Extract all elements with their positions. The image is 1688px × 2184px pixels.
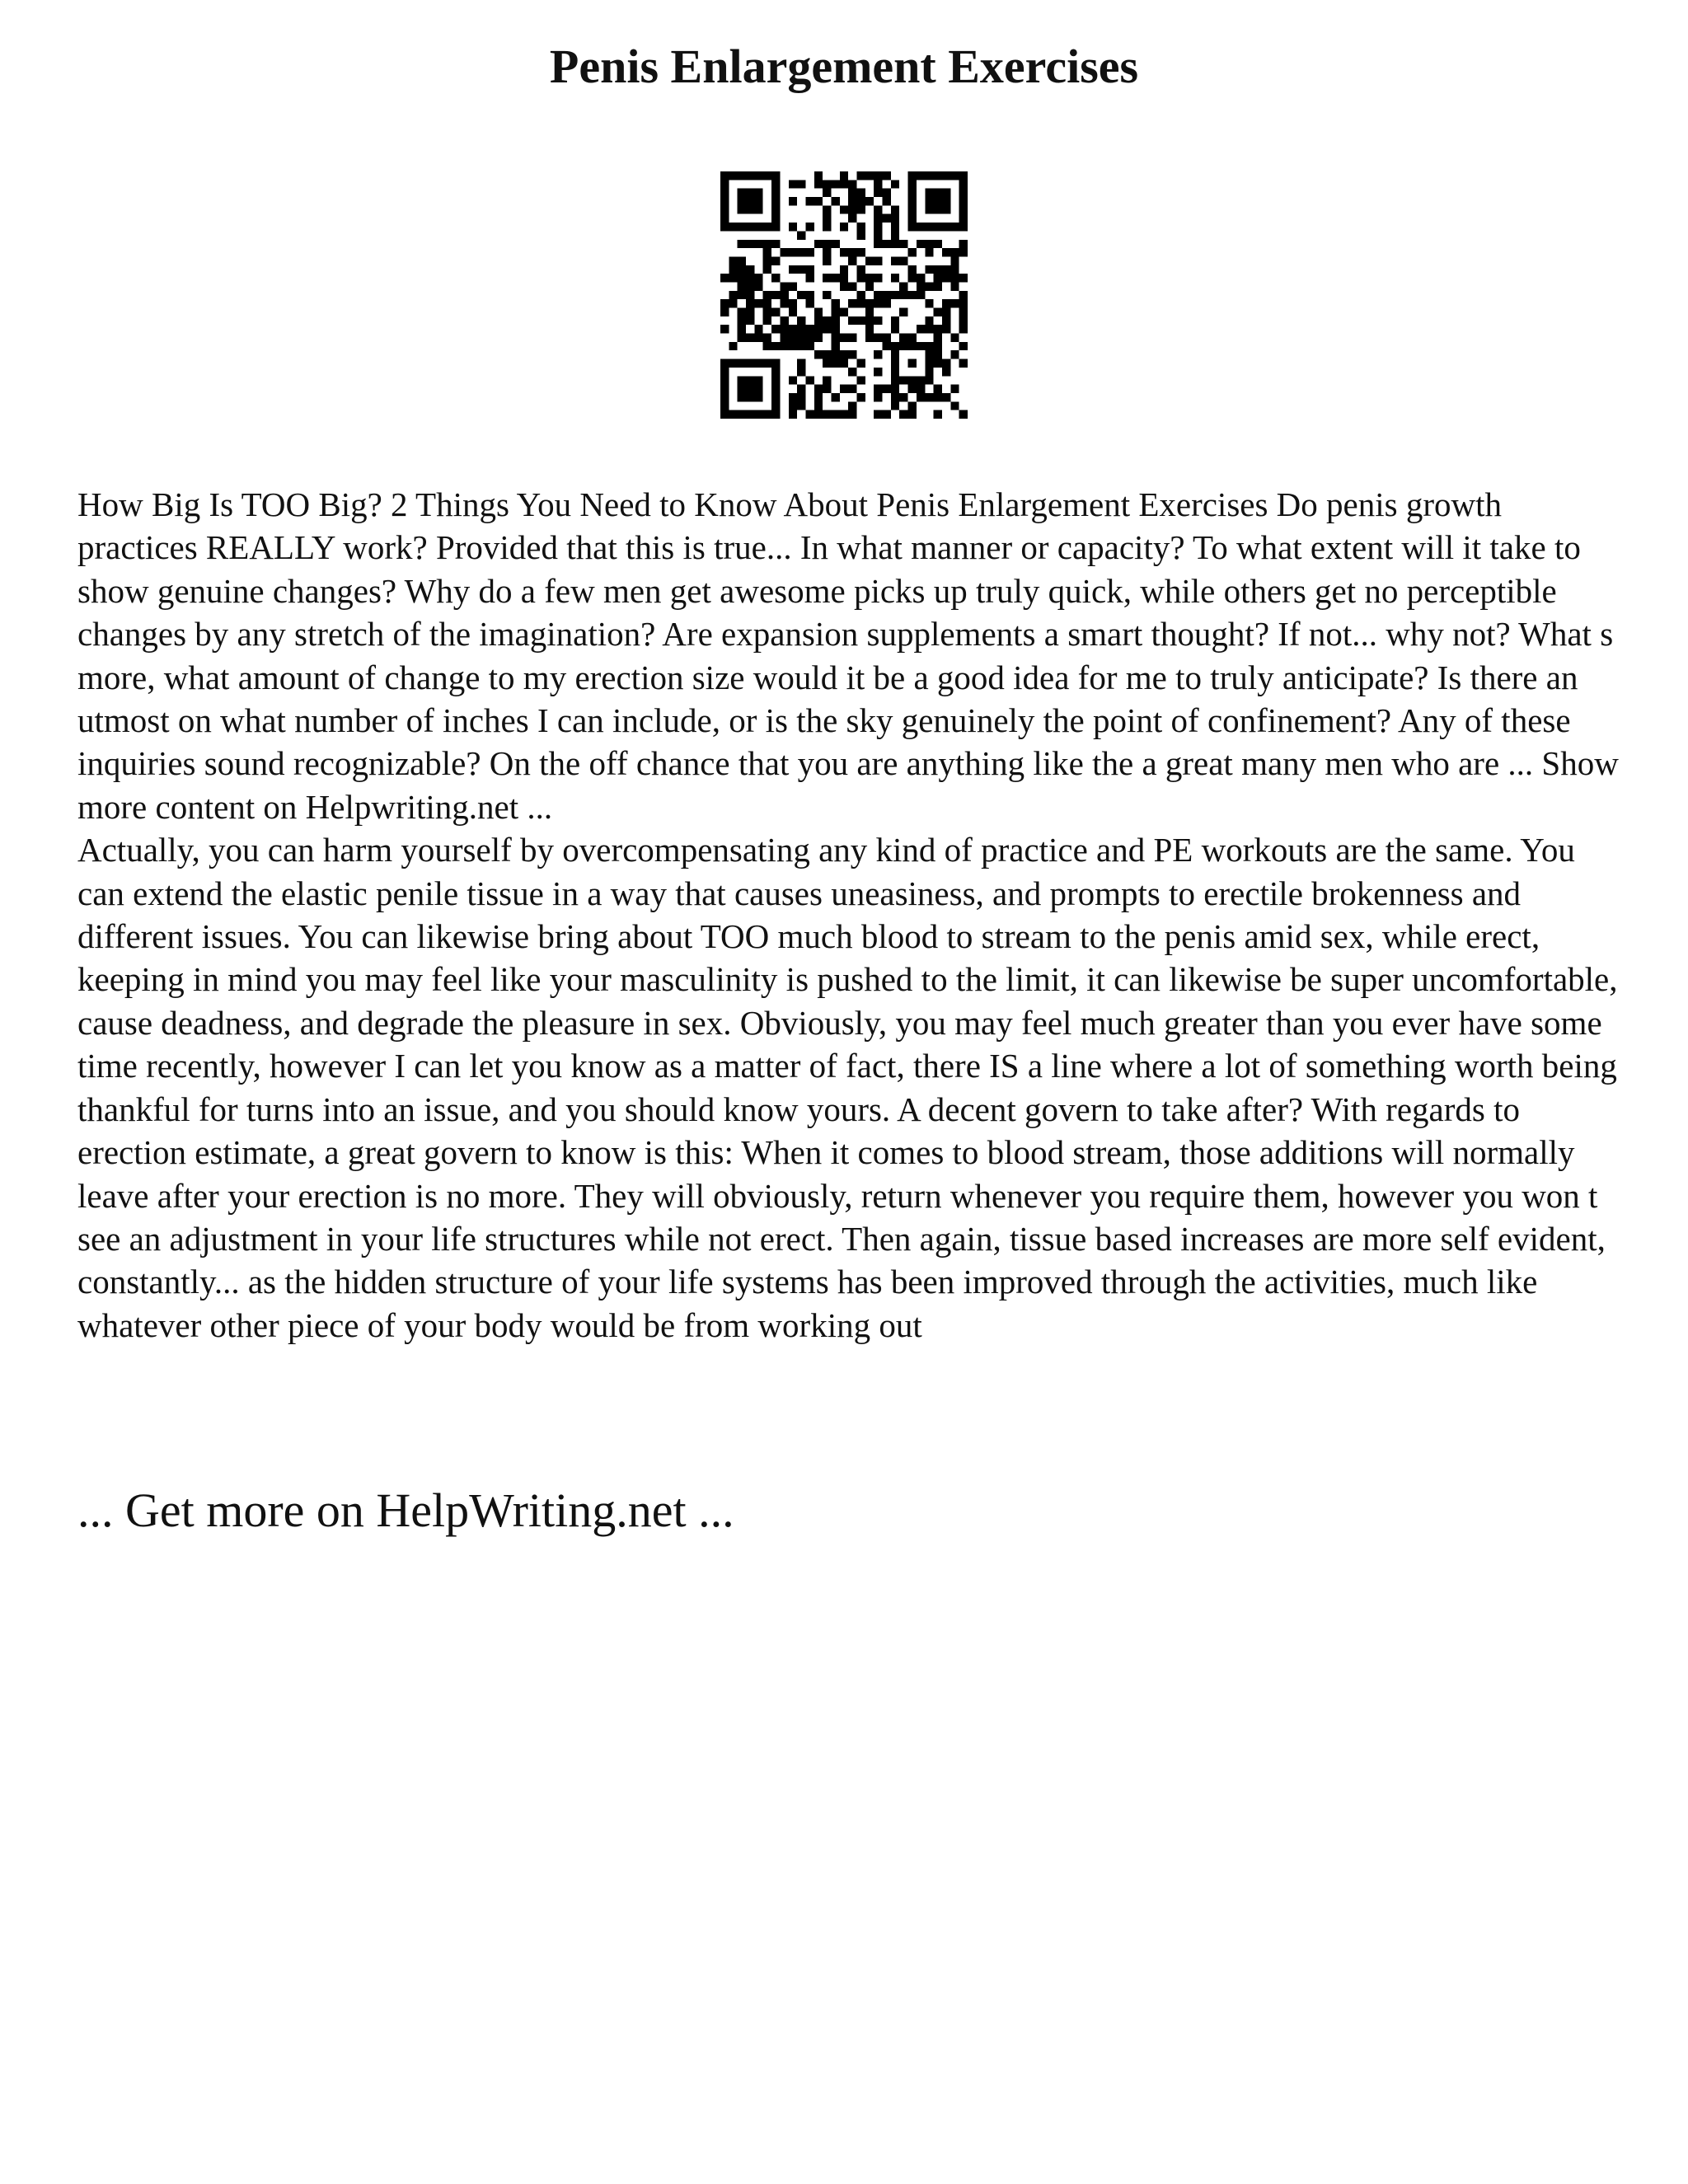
qr-code-icon [720, 171, 968, 419]
paragraph: Actually, you can harm yourself by overcompensating any kind of practice and PE workouts are the same. You can extend the elastic penile tissue in a way that causes uneasiness, and prompts to erectile brokenness and different issues. You can likewise bring about TOO much blood to stream to the penis amid sex, while erect, keeping in mind you may feel like your masculinity is pushed to the limit, it can likewise be super uncomfortable, cause deadness, and degrade the pleasure in sex. Obviously, you may feel much greater than you ever have some time recently, however I can let you know as a matter of fact, there IS a line where a lot of something worth being thankful for turns into an issue, and you should know yours. A decent govern to take after? With regards to erection estimate, a great govern to know is this: When it comes to blood stream, those additions will normally leave after your erection is no more. They will obviously, return whenever you require them, however you won t see an adjustment in your life structures while not erect. Then again, tissue based increases are more self evident, constantly... as the hidden structure of your life systems has been improved through the activities, much like whatever other piece of your body would be from working out [77, 831, 1618, 1344]
more-link[interactable]: ... Get more on HelpWriting.net ... [77, 1483, 734, 1537]
paragraph: How Big Is TOO Big? 2 Things You Need to Know About Penis Enlargement Exercises Do penis growth practices REALLY work? Provided that this is true... In what manner or capacity? To what extent will it take to show genuine changes? Why do a few men get awesome picks up truly quick, while others get no perceptible changes by any stretch of the imagination? Are expansion supplements a smart thought? If not... why not? What s more, what amount of change to my erection size would it be a good idea for me to truly anticipate? Is there an utmost on what number of inches I can include, or is the sky genuinely the point of confinement? Any of these inquiries sound recognizable? On the off chance that you are anything like the a great many men who are ... Show more content on Helpwriting.net ... [77, 485, 1619, 826]
page-title: Penis Enlargement Exercises [549, 40, 1139, 93]
article-body [77, 483, 1624, 1347]
